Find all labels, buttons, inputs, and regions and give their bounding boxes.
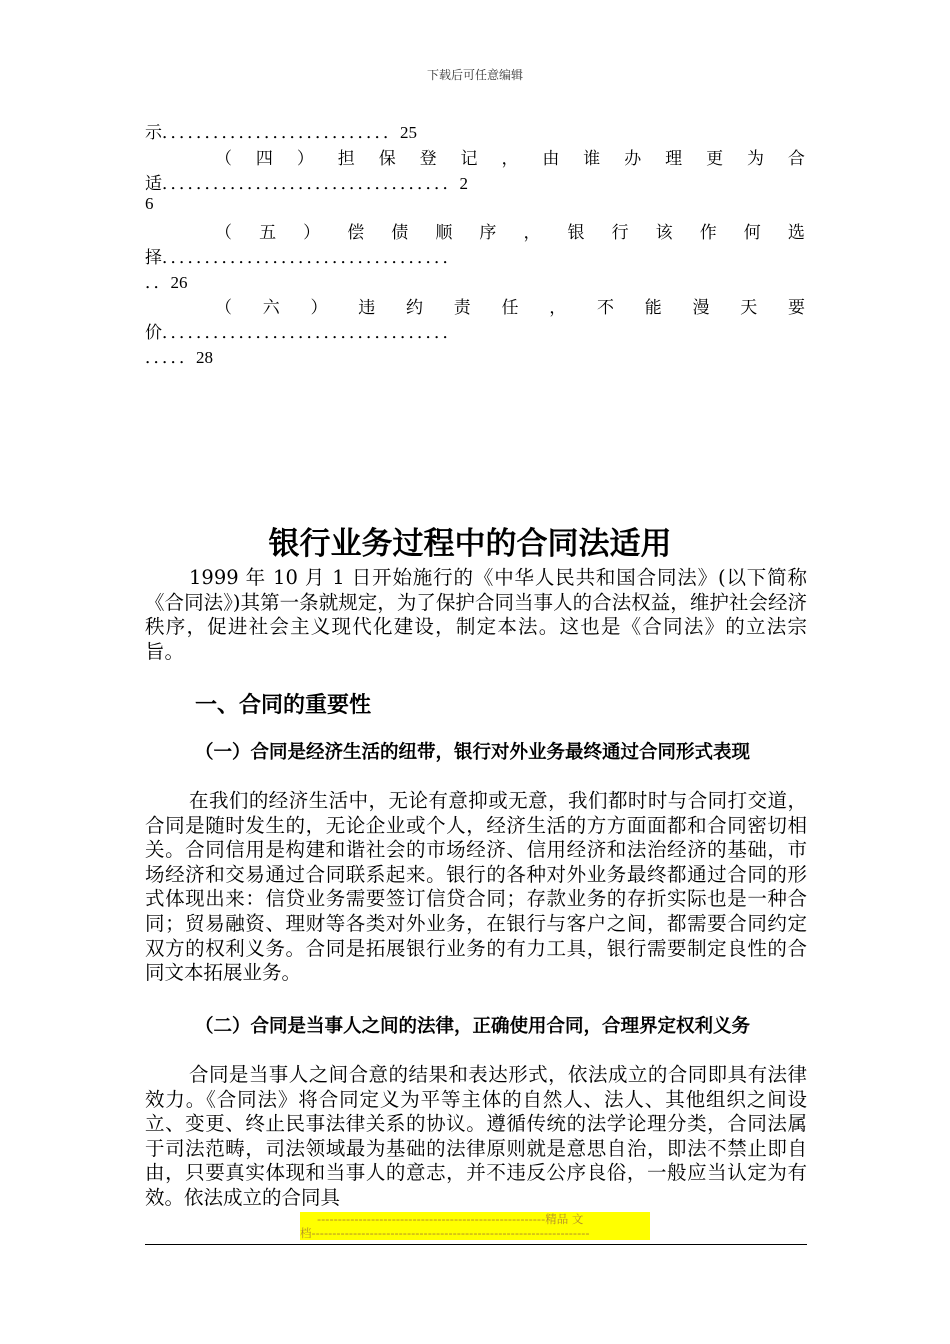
toc-entry-6-label <box>215 293 805 318</box>
toc-label-char: 保 <box>378 149 396 168</box>
toc-label-char: 要 <box>788 298 805 317</box>
toc-label-char: （ <box>215 149 232 168</box>
toc-entry-6-page: ．．．．．28 <box>145 348 213 367</box>
toc-label-char: 不 <box>597 298 614 317</box>
toc-label-char: ） <box>303 223 321 242</box>
page-header: 下载后可任意编辑 <box>426 68 523 82</box>
toc-label-char: 天 <box>740 298 758 317</box>
toc-entry-6-dots: 价．．．．．．．．．．．．．．．．．．．．．．．．．．．．．．．．．． <box>145 323 460 342</box>
toc-label-char: 由 <box>542 149 560 168</box>
footer-rule <box>145 1244 807 1245</box>
toc-label-char: 该 <box>655 223 673 242</box>
toc-label-char: 责 <box>453 298 471 317</box>
toc-label-char: ） <box>310 298 328 317</box>
toc-label-char: 顺 <box>435 223 453 242</box>
footer-watermark-note <box>300 1212 650 1240</box>
footer-line-1: -------------------------------------------------------精品 文 <box>317 1212 584 1226</box>
toc-label-char: 记 <box>460 149 478 168</box>
document-title: 银行业务过程中的合同法适用 <box>268 526 672 562</box>
toc-label-char: 登 <box>419 149 437 168</box>
subsection-heading-1: （一）合同是经济生活的纽带，银行对外业务最终通过合同形式表现 <box>195 742 751 763</box>
toc-entry-4-page: 6 <box>145 194 154 213</box>
toc-label-char: ） <box>296 149 314 168</box>
toc-label-char: 漫 <box>692 298 710 317</box>
toc-row-continued: 示．．．．．．．．．．．．．．．．．．．．．．．．．．．25 <box>145 123 417 142</box>
toc-label-char: 四 <box>255 149 273 168</box>
subsection-2-body: 合同是当事人之间合意的结果和表达形式，依法成立的合同即具有法律效力。《合同法》将合同定义为平等主体的自然人、法人、其他组织之间设立、变更、终止民事法律关系的协议。遵循传统的法学论理分类，合同法属于司法范畴，司法领域最为基础的法律原则就是意思自治，即法不禁止即自由，只要真实体现和当事人的意志，并不违反公序良俗，一般应当认定为有效。依法成立的合同具 <box>145 1063 807 1209</box>
subsection-heading-2: （二）合同是当事人之间的法律，正确使用合同，合理界定权利义务 <box>195 1016 751 1037</box>
toc-label-char: ， <box>549 298 567 317</box>
toc-entry-5-page: ．．26 <box>145 273 188 292</box>
toc-entry-4-label <box>215 144 805 169</box>
toc-label-char: 理 <box>665 149 683 168</box>
toc-label-char: 六 <box>262 298 280 317</box>
toc-label-char: 谁 <box>583 149 601 168</box>
toc-entry-5-dots: 择．．．．．．．．．．．．．．．．．．．．．．．．．．．．．．．．．． <box>145 248 460 267</box>
footer-line-2: 档------------------------------------------------------------------- <box>300 1226 590 1240</box>
toc-label-char: 更 <box>706 149 724 168</box>
toc-label-char: 合 <box>787 149 805 168</box>
toc-label-char: 选 <box>787 223 805 242</box>
toc-label-char: 银 <box>567 223 585 242</box>
subsection-1-body: 在我们的经济生活中，无论有意抑或无意，我们都时时与合同打交道，合同是随时发生的，无论企业或个人，经济生活的方方面面都和合同密切相关。合同信用是构建和谐社会的市场经济、信用经济和法治经济的基础，市场经济和交易通过合同联系起来。银行的各种对外业务最终都通过合同的形式体现出来：信贷业务需要签订信贷合同；存款业务的存折实际也是一种合同；贸易融资、理财等各类对外业务，在银行与客户之间，都需要合同约定双方的权利义务。合同是拓展银行业务的有力工具，银行需要制定良性的合同文本拓展业务。 <box>145 789 807 985</box>
toc-label-char: （ <box>215 223 232 242</box>
toc-label-char: 约 <box>406 298 423 317</box>
section-heading-1: 一、合同的重要性 <box>195 693 372 718</box>
toc-label-char: ， <box>501 149 519 168</box>
intro-paragraph: 1999 年 10 月 1 日开始施行的《中华人民共和国合同法》(以下简称《合同法》)其第一条就规定，为了保护合同当事人的合法权益，维护社会经济秩序，促进社会主义现代化建设，制定本法。这也是《合同法》的立法宗旨。 <box>145 566 807 663</box>
toc-label-char: 违 <box>358 298 376 317</box>
toc-label-char: 债 <box>391 223 409 242</box>
toc-label-char: 偿 <box>347 223 365 242</box>
toc-entry-4-dots: 适．．．．．．．．．．．．．．．．．．．．．．．．．．．．．．．．．．2 <box>145 174 468 193</box>
toc-label-char: （ <box>215 298 232 317</box>
toc-label-char: 办 <box>624 149 642 168</box>
toc-entry-5-label <box>215 218 805 243</box>
toc-label-char: 序 <box>479 223 497 242</box>
toc-label-char: 作 <box>699 223 717 242</box>
toc-label-char: 担 <box>337 149 355 168</box>
toc-label-char: 能 <box>644 298 662 317</box>
toc-label-char: 何 <box>743 223 761 242</box>
toc-label-char: 行 <box>611 223 629 242</box>
toc-label-char: 为 <box>746 149 764 168</box>
toc-label-char: 任 <box>501 298 519 317</box>
toc-label-char: 五 <box>259 223 277 242</box>
toc-label-char: ， <box>523 223 541 242</box>
